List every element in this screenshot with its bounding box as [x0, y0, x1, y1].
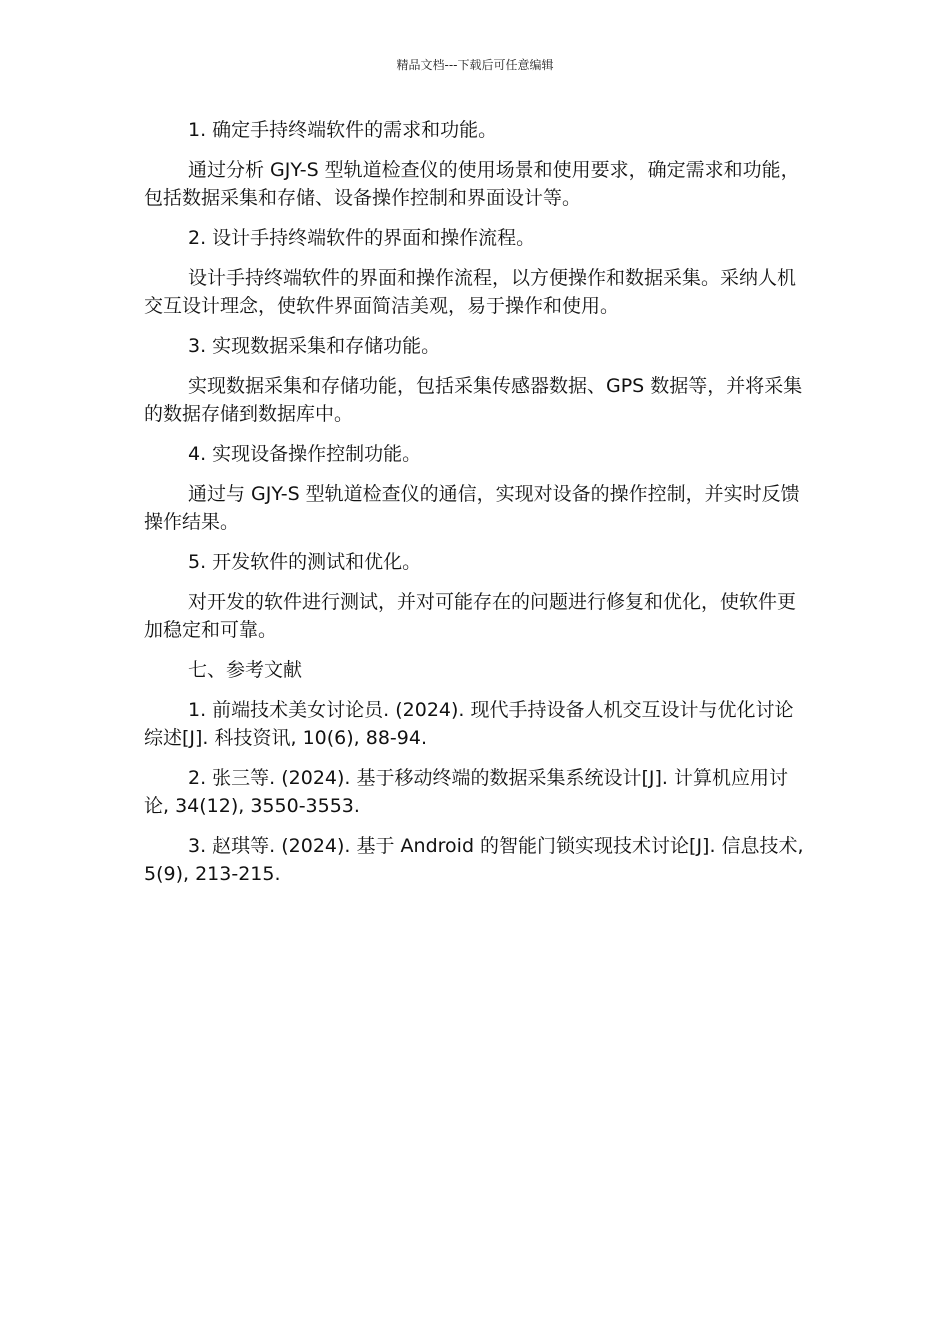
references-heading: 七、参考文献 — [188, 659, 303, 681]
step-4-text: 通过与 GJY-S 型轨道检查仪的通信，实现对设备的操作控制，并实时反馈操作结果。 — [144, 483, 800, 533]
step-1-text: 通过分析 GJY-S 型轨道检查仪的使用场景和使用要求，确定需求和功能，包括数据采集和存储、设备操作控制和界面设计等。 — [144, 159, 800, 209]
step-3-heading: 3. 实现数据采集和存储功能。 — [188, 335, 441, 357]
step-3-text: 实现数据采集和存储功能，包括采集传感器数据、GPS 数据等，并将采集的数据存储到数据库中。 — [144, 375, 803, 425]
step-1-heading: 1. 确定手持终端软件的需求和功能。 — [188, 119, 498, 141]
step-2-heading: 2. 设计手持终端软件的界面和操作流程。 — [188, 227, 536, 249]
page-header: 精品文档---下载后可任意编辑 — [396, 58, 554, 72]
document-body — [144, 116, 806, 900]
reference-item-3: 3. 赵琪等. (2024). 基于 Android 的智能门锁实现技术讨论[J]. 信息技术, 5(9), 213-215. — [144, 835, 804, 885]
step-5-heading: 5. 开发软件的测试和优化。 — [188, 551, 422, 573]
step-5-text: 对开发的软件进行测试，并对可能存在的问题进行修复和优化，使软件更加稳定和可靠。 — [144, 591, 797, 641]
reference-item-1: 1. 前端技术美女讨论员. (2024). 现代手持设备人机交互设计与优化讨论综述[J]. 科技资讯, 10(6), 88-94. — [144, 699, 794, 749]
reference-item-2: 2. 张三等. (2024). 基于移动终端的数据采集系统设计[J]. 计算机应用讨论, 34(12), 3550-3553. — [144, 767, 789, 817]
step-4-heading: 4. 实现设备操作控制功能。 — [188, 443, 422, 465]
step-2-text: 设计手持终端软件的界面和操作流程，以方便操作和数据采集。采纳人机交互设计理念，使软件界面简洁美观，易于操作和使用。 — [144, 267, 797, 317]
